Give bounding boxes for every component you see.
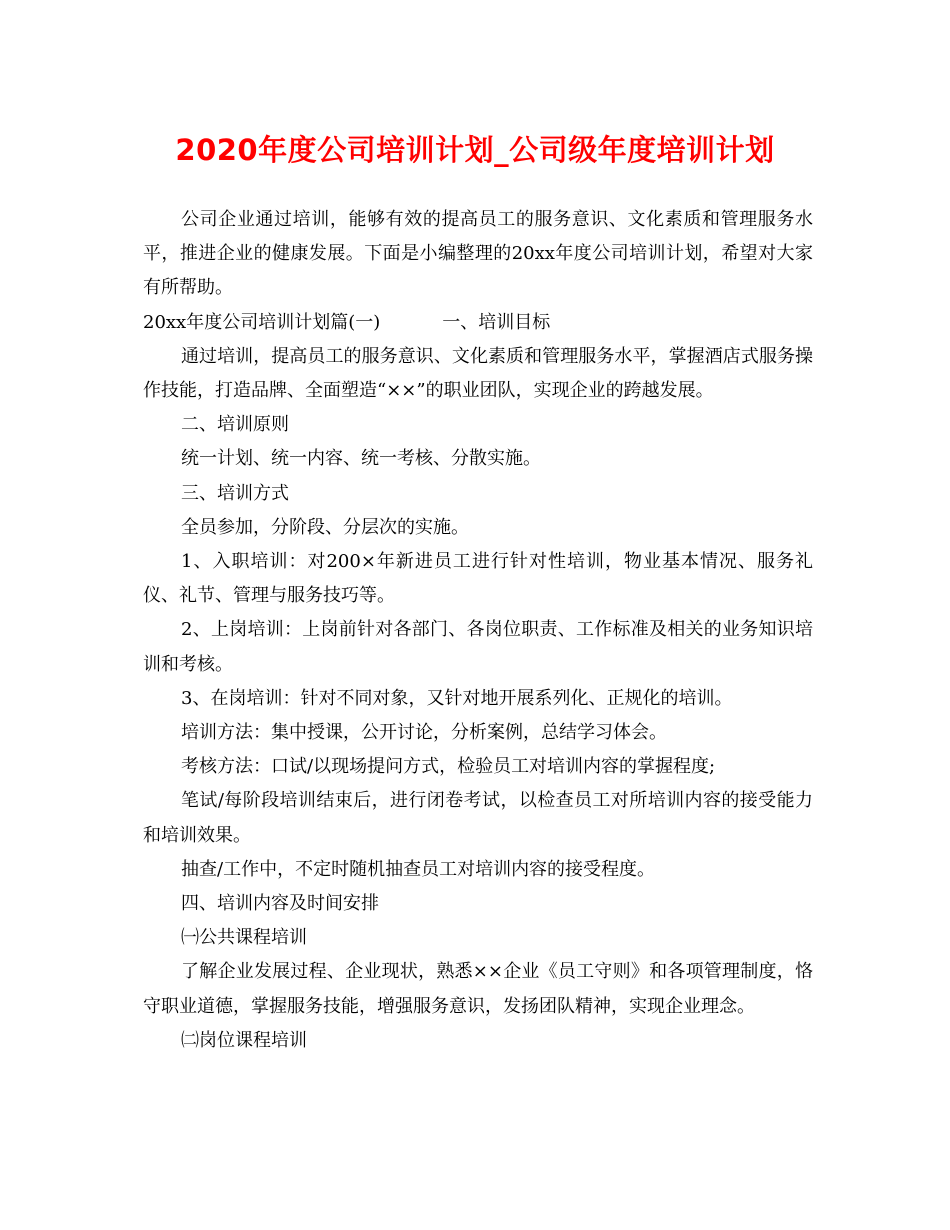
written-test-paragraph: 笔试/每阶段培训结束后，进行闭卷考试，以检查员工对所培训内容的接受能力和培训效果。 bbox=[143, 790, 813, 846]
subheading-post-courses: ㈡岗位课程培训 bbox=[181, 1029, 307, 1051]
principle-paragraph: 统一计划、统一内容、统一考核、分散实施。 bbox=[181, 448, 541, 470]
heading-training-goal: 一、培训目标 bbox=[442, 311, 551, 333]
intro-paragraph: 公司企业通过培训，能够有效的提高员工的服务意识、文化素质和管理服务水平，推进企业的健康发展。下面是小编整理的20xx年度公司培训计划，希望对大家有所帮助。 bbox=[143, 209, 813, 299]
heading-training-method: 三、培训方式 bbox=[181, 482, 289, 504]
document-title: 2020年度公司培训计划_公司级年度培训计划 bbox=[175, 133, 775, 167]
document-body bbox=[143, 203, 813, 1058]
assessment-method-paragraph: 考核方法：口试/以现场提问方式，检验员工对培训内容的掌握程度; bbox=[181, 756, 716, 778]
training-method-paragraph: 培训方法：集中授课，公开讨论，分析案例，总结学习体会。 bbox=[181, 722, 667, 744]
item-onboarding-training: 1、入职培训：对200×年新进员工进行针对性培训，物业基本情况、服务礼仪、礼节、管理与服务技巧等。 bbox=[143, 551, 813, 607]
goal-paragraph: 通过培训，提高员工的服务意识、文化素质和管理服务水平，掌握酒店式服务操作技能，打造品牌、全面塑造“××”的职业团队，实现企业的跨越发展。 bbox=[143, 345, 813, 402]
subheading-public-courses: ㈠公共课程培训 bbox=[181, 927, 307, 949]
method-paragraph: 全员参加，分阶段、分层次的实施。 bbox=[181, 516, 469, 538]
item-on-job-training: 3、在岗培训：针对不同对象，又针对地开展系列化、正规化的培训。 bbox=[181, 687, 733, 709]
spot-check-paragraph: 抽查/工作中，不定时随机抽查员工对培训内容的接受程度。 bbox=[181, 858, 656, 880]
item-pre-job-training: 2、上岗培训：上岗前针对各部门、各岗位职责、工作标准及相关的业务知识培训和考核。 bbox=[143, 619, 813, 675]
section-title: 20xx年度公司培训计划篇(一) bbox=[143, 311, 381, 333]
heading-content-schedule: 四、培训内容及时间安排 bbox=[181, 893, 379, 915]
section-title-line bbox=[143, 306, 813, 340]
heading-training-principle: 二、培训原则 bbox=[181, 414, 289, 436]
public-courses-paragraph: 了解企业发展过程、企业现状，熟悉××企业《员工守则》和各项管理制度，恪守职业道德，掌握服务技能，增强服务意识，发扬团队精神，实现企业理念。 bbox=[143, 961, 813, 1017]
